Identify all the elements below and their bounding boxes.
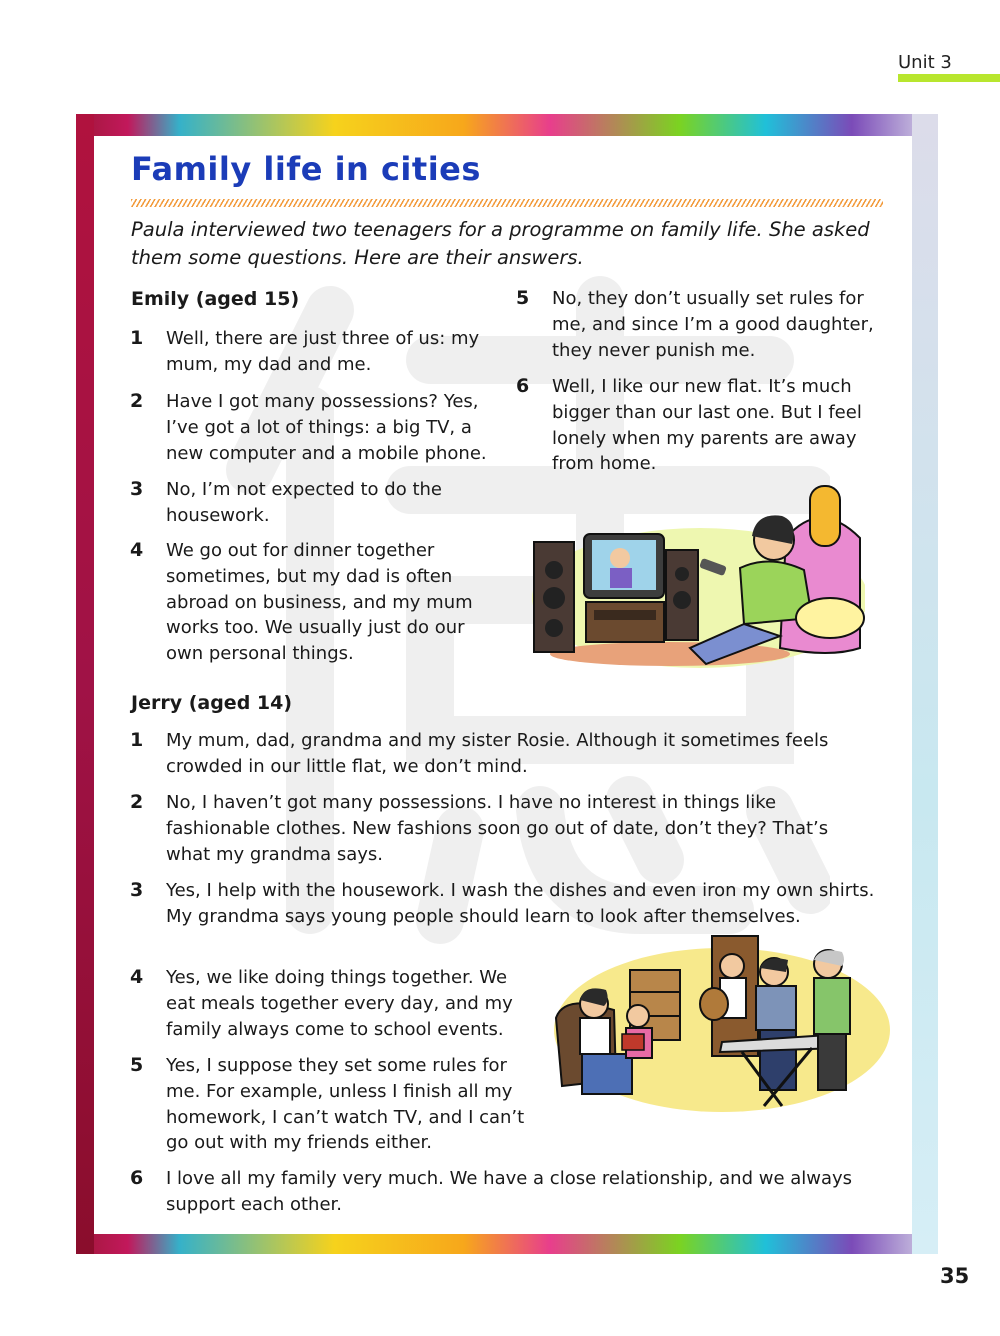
answer-text: Well, there are just three of us: my mum, my dad and me. (166, 328, 480, 375)
answer-number: 1 (130, 327, 144, 349)
answer-text: My mum, dad, grandma and my sister Rosie. Although it sometimes feels crowded in our little flat, we don’t mind. (166, 730, 829, 777)
answer-text: No, I haven’t got many possessions. I have no interest in things like fashionable clothes. New fashions soon go out of date, don’t they? That’s what my grandma says. (166, 792, 829, 865)
emily-heading: Emily (aged 15) (131, 288, 300, 310)
article-intro: Paula interviewed two teenagers for a programme on family life. She asked them some questions. Here are their answers. (131, 218, 870, 269)
emily-answer-1 (130, 326, 490, 378)
illustration-girl-watching-tv (530, 478, 865, 668)
emily-answer-5 (516, 286, 881, 363)
unit-accent-bar (898, 74, 1000, 82)
answer-text: Well, I like our new flat. It’s much bigger than our last one. But I feel lonely when my parents are away from home. (552, 376, 862, 475)
answer-number: 3 (130, 478, 144, 500)
answer-text: Yes, we like doing things together. We eat meals together every day, and my family always come to school events. (166, 967, 513, 1040)
answer-number: 5 (130, 1054, 144, 1076)
answer-number: 2 (130, 791, 144, 813)
emily-answer-3 (130, 477, 470, 529)
emily-answer-4 (130, 538, 480, 667)
answer-number: 1 (130, 729, 144, 751)
emily-answer-6 (516, 374, 871, 477)
answer-text: We go out for dinner together sometimes, but my dad is often abroad on business, and my mum works too. We usually just do our own personal things. (166, 540, 473, 665)
jerry-answer-2 (130, 790, 830, 867)
unit-label: Unit 3 (898, 52, 952, 73)
jerry-answer-4 (130, 965, 530, 1042)
illustration-family-at-home (552, 930, 892, 1115)
jerry-answer-6 (130, 1166, 870, 1218)
jerry-heading: Jerry (aged 14) (131, 692, 293, 714)
answer-number: 4 (130, 966, 144, 988)
answer-text: No, I’m not expected to do the housework. (166, 479, 442, 526)
answer-text: I love all my family very much. We have a close relationship, and we always support each other. (166, 1168, 853, 1215)
answer-text: No, they don’t usually set rules for me, and since I’m a good daughter, they never punish me. (552, 288, 874, 361)
page-number: 35 (940, 1264, 970, 1288)
jerry-answer-3 (130, 878, 890, 930)
emily-answer-2 (130, 389, 500, 466)
title-hatch-divider (131, 199, 883, 207)
answer-number: 6 (130, 1167, 144, 1189)
answer-number: 2 (130, 390, 144, 412)
answer-text: Yes, I suppose they set some rules for me. For example, unless I finish all my homework, I can’t watch TV, and I can’t go out with my friends either. (166, 1055, 525, 1154)
answer-text: Have I got many possessions? Yes, I’ve got a lot of things: a big TV, a new computer and a mobile phone. (166, 391, 487, 464)
answer-number: 3 (130, 879, 144, 901)
answer-number: 4 (130, 539, 144, 561)
article-title: Family life in cities (131, 150, 481, 188)
jerry-answer-5 (130, 1053, 545, 1156)
answer-text: Yes, I help with the housework. I wash the dishes and even iron my own shirts. My grandma says young people should learn to look after themselves. (166, 880, 875, 927)
jerry-answer-1 (130, 728, 860, 780)
answer-number: 5 (516, 287, 530, 309)
answer-number: 6 (516, 375, 530, 397)
